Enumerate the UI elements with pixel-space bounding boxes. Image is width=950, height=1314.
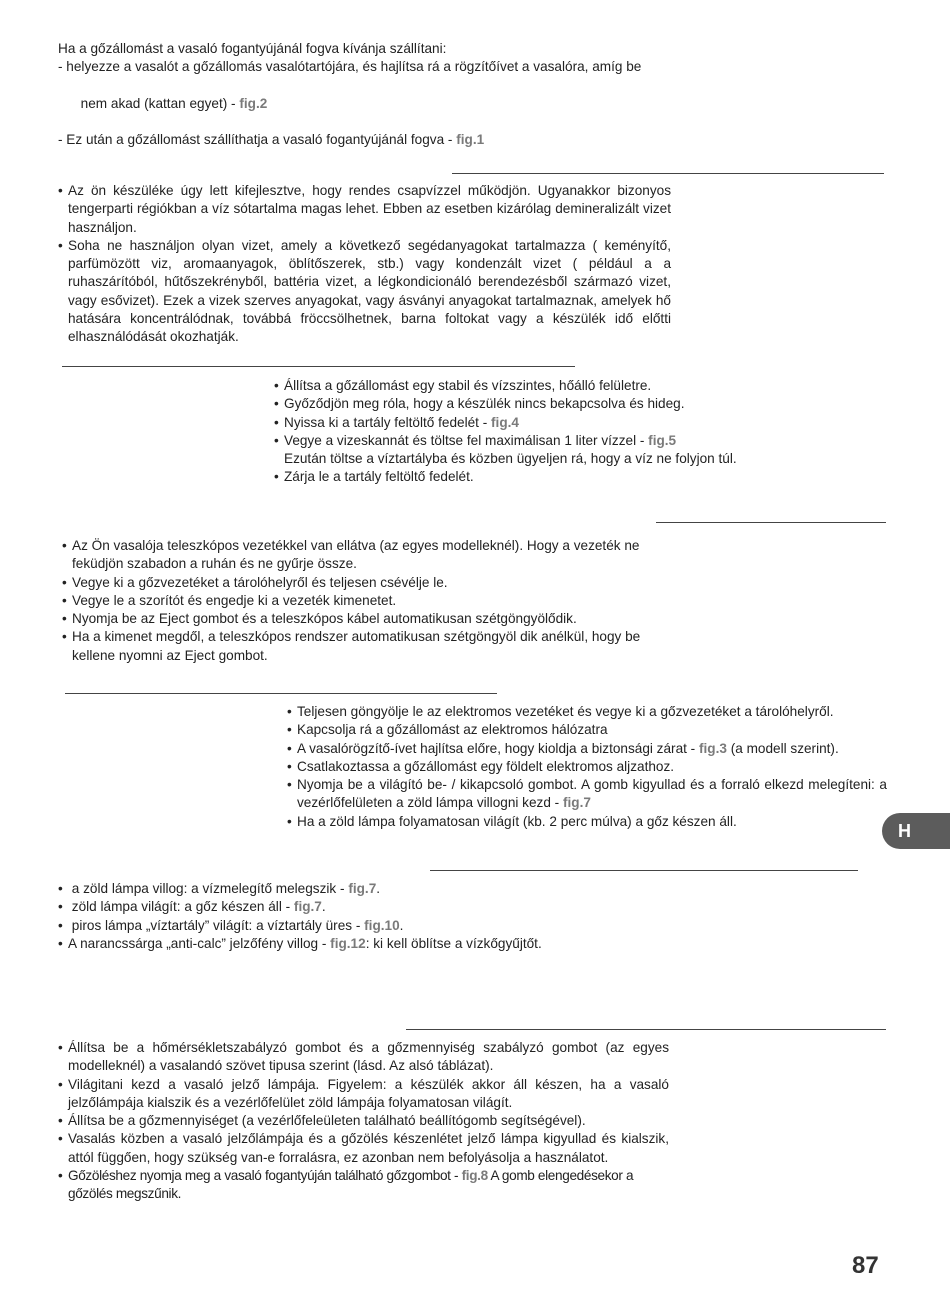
bullet: • <box>287 704 292 719</box>
list-item: • Az ön készüléke úgy lett kifejlesztve, hogy rendes csapvízzel működjön. Ugyanakkor bizonyos tengerparti régiókban a víz sótartalma magas lehet. Ebben az esetben kizárólag demineralizált vizet használjon. <box>58 182 671 237</box>
list-item: • A vasalórögzítő-ívet hajlítsa előre, hogy kioldja a biztonsági zárat - fig.3 (a modell szerint). <box>287 740 887 758</box>
list-item: • Gőzöléshez nyomja meg a vasaló fogantyúján található gőzgombot - fig.8 A gomb elengedésekor a gőzölés megszűnik. <box>58 1167 669 1204</box>
fig-ref: fig.7 <box>562 795 591 811</box>
bullet: • <box>287 777 292 793</box>
section-divider <box>452 173 884 174</box>
bullet: • <box>62 538 67 553</box>
bullet: • <box>62 574 67 590</box>
section-water <box>58 182 671 347</box>
language-tab <box>882 813 950 849</box>
transport-step-1: - helyezze a vasalót a gőzállomás vasalótartójára, és hajlítsa rá a rögzítőívet a vasalóra, amíg be <box>58 59 642 75</box>
list-item: • Állítsa a gőzállomást egy stabil és vízszintes, hőálló felületre. <box>274 377 794 395</box>
bullet: • <box>274 432 279 448</box>
section-indicator-lights <box>58 880 678 953</box>
section-divider <box>406 1029 886 1030</box>
bullet: • <box>58 1113 63 1129</box>
bullet: • <box>274 396 279 412</box>
fig-ref: fig.4 <box>491 414 519 430</box>
list-item: • piros lámpa „víztartály” világít: a víztartály üres - fig.10. <box>58 917 678 935</box>
bullet: • <box>287 758 292 774</box>
section-fill-tank <box>274 377 794 487</box>
list-item: • Kapcsolja rá a gőzállomást az elektromos hálózatra <box>287 721 887 739</box>
list-item: • Vegye a vizeskannát és töltse fel maximálisan 1 liter vízzel - fig.5 <box>274 432 794 450</box>
transport-intro: Ha a gőzállomást a vasaló fogantyújánál fogva kívánja szállítani: <box>58 41 447 56</box>
bullet: • <box>274 414 279 430</box>
list-item: • Vegye ki a gőzvezetéket a tárolóhelyről és teljesen csévélje le. <box>62 574 674 592</box>
bullet: • <box>62 629 67 645</box>
fig-ref: fig.12 <box>330 935 366 951</box>
list-item-continuation: Ezután töltse a víztartályba és közben ügyeljen rá, hogy a víz ne folyjon túl. <box>284 451 737 467</box>
list-item: • Csatlakoztassa a gőzállomást egy földelt elektromos aljzathoz. <box>287 758 887 776</box>
list-item: • Vasalás közben a vasaló jelzőlámpája és a gőzölés készenlétet jelző lámpa kigyullad és kialszik, attól függően, hogy szükség van-e forralásra, ez azonban nem befolyásolja a használatot. <box>58 1130 669 1167</box>
fig-ref: fig.3 <box>698 740 727 756</box>
fig-ref: fig.1 <box>456 132 485 148</box>
section-divider <box>430 870 858 871</box>
bullet: • <box>287 813 292 829</box>
section-steam-ironing <box>58 1039 669 1204</box>
list-item: • Győződjön meg róla, hogy a készülék nincs bekapcsolva és hideg. <box>274 395 794 413</box>
fig-ref: fig.2 <box>239 95 268 111</box>
bullet: • <box>58 881 63 896</box>
list-item: • Soha ne használjon olyan vizet, amely a következő segédanyagokat tartalmazza ( keményítő, parfümözött viz, aromaanyagok, öblítőszerek, stb.) vagy kondenzált vizet ( például a a ruhaszárítóból, hűtőszekrényből, battéria vizet, a légkondicionáló berendezésből származó vizet, vagy esővizet). Ezek a vizek szerves anyagokat, vagy ásványi anyagokat tartalmaznak, amelyek hő hatására koncentrálódnak, továbbá fröccsölhetnek, barna foltokat vagy a készülék idő előtti elhasználódását okozhatják. <box>58 237 671 347</box>
bullet: • <box>274 469 279 485</box>
list-item: • Világitani kezd a vasaló jelző lámpája. Figyelem: a készülék akkor áll készen, ha a vasaló jelzőlámpája kialszik és a vezérlőfelület zöld lámpája folyamatosan világít. <box>58 1076 669 1113</box>
transport-step-1-cont: nem akad (kattan egyet) - fig.2 <box>73 95 268 111</box>
bullet: • <box>287 722 292 738</box>
bullet: • <box>58 1168 63 1184</box>
language-tab-label: H <box>898 821 911 841</box>
section-transport <box>58 40 678 150</box>
bullet: • <box>62 611 67 627</box>
bullet: • <box>58 1131 63 1147</box>
list-item: • Ha a zöld lámpa folyamatosan világít (kb. 2 perc múlva) a gőz készen áll. <box>287 813 887 831</box>
bullet: • <box>58 899 63 915</box>
fig-ref: fig.7 <box>293 899 322 915</box>
list-item: • Vegye le a szorítót és engedje ki a vezeték kimenetet. <box>62 592 674 610</box>
list-item: • Állítsa be a gőzmennyiséget (a vezérlőfeleületen található beállítógomb segítségével). <box>58 1112 669 1130</box>
list-item: • Állítsa be a hőmérsékletszabályzó gombot és a gőzmennyiség szabályzó gombot (az egyes modelleknél) a vasalandó szövet tipusa szerint (lásd. Az alsó táblázat). <box>58 1039 669 1076</box>
list-item: • Zárja le a tartály feltöltő fedelét. <box>274 468 794 486</box>
bullet: • <box>58 183 63 198</box>
transport-step-2: - Ez után a gőzállomást szállíthatja a vasaló fogantyújánál fogva - fig.1 <box>58 132 485 148</box>
bullet: • <box>58 917 63 933</box>
page-number: 87 <box>852 1252 879 1279</box>
fig-ref: fig.10 <box>364 917 400 933</box>
fig-ref: fig.8 <box>461 1168 488 1184</box>
bullet: • <box>58 1040 63 1055</box>
bullet: • <box>62 592 67 608</box>
bullet: • <box>274 378 279 393</box>
section-divider <box>656 522 886 523</box>
section-switch-on <box>287 703 887 831</box>
list-item: • zöld lámpa világít: a gőz készen áll - fig.7. <box>58 898 678 916</box>
fig-ref: fig.5 <box>648 432 677 448</box>
section-divider <box>62 366 575 367</box>
list-item: • Teljesen göngyölje le az elektromos vezetéket és vegye ki a gőzvezetéket a tárolóhelyről. <box>287 703 887 721</box>
section-telescopic-cord <box>62 537 674 665</box>
bullet: • <box>58 935 63 951</box>
section-divider <box>65 693 497 694</box>
bullet: • <box>58 237 63 253</box>
list-item: • Nyissa ki a tartály feltöltő fedelét - fig.4 <box>274 414 794 432</box>
bullet: • <box>58 1076 63 1092</box>
fig-ref: fig.7 <box>348 881 377 896</box>
list-item: • a zöld lámpa villog: a vízmelegítő melegszik - fig.7. <box>58 880 678 898</box>
bullet: • <box>287 740 292 756</box>
list-item: • Nyomja be az Eject gombot és a teleszkópos kábel automatikusan szétgöngyölődik. <box>62 610 674 628</box>
list-item: • A narancssárga „anti-calc” jelzőfény villog - fig.12: ki kell öblítse a vízkőgyűjtőt. <box>58 935 678 953</box>
list-item: • Az Ön vasalója teleszkópos vezetékkel van ellátva (az egyes modelleknél). Hogy a vezeték ne feküdjön szabadon a ruhán és ne gyűrje össze. <box>62 537 674 574</box>
list-item: • Ha a kimenet megdől, a teleszkópos rendszer automatikusan szétgöngyöl dik anélkül, hogy be kellene nyomni az Eject gombot. <box>62 628 674 665</box>
list-item: • Nyomja be a világító be- / kikapcsoló gombot. A gomb kigyullad és a forraló elkezd melegíteni: a vezérlőfelületen a zöld lámpa villogni kezd - fig.7 <box>287 776 887 813</box>
